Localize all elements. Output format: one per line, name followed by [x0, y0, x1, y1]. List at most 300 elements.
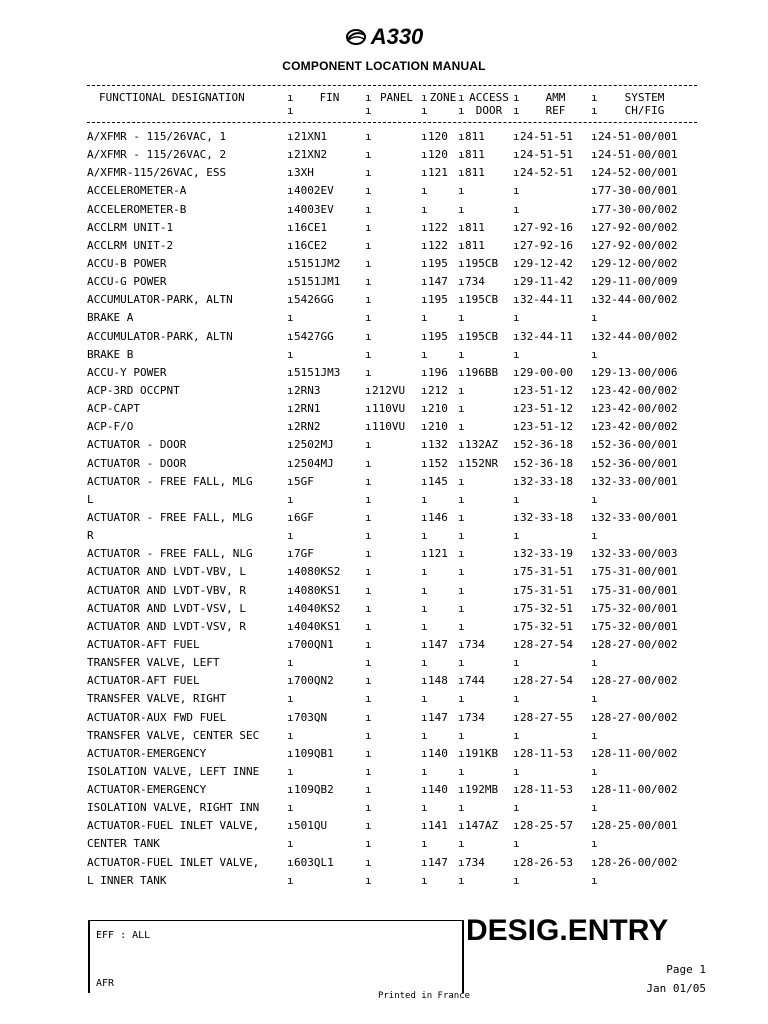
system-cell: ı 23-42-00/002: [591, 418, 691, 436]
zone-cell: [421, 763, 458, 781]
system-cell: [591, 690, 691, 708]
fin-cell: [287, 799, 365, 817]
access-door-cell: [458, 799, 513, 817]
table-row: [87, 255, 697, 273]
table-row: [87, 854, 697, 872]
system-cell: ı 23-42-00/002: [591, 400, 691, 418]
airbus-emblem-icon: [345, 28, 367, 46]
designation-cell: ACTUATOR AND LVDT-VSV, L: [87, 601, 246, 615]
table-row: [87, 201, 697, 219]
system-cell: [591, 654, 691, 672]
table-row: [87, 690, 697, 708]
col-zone: ı ZONE: [421, 91, 458, 104]
access-door-cell: ı 195CB: [458, 255, 513, 273]
designation-cell: ACTUATOR AND LVDT-VSV, R: [87, 619, 246, 633]
amm-ref-cell: ı 29-00-00: [513, 364, 591, 382]
amm-ref-cell: [513, 690, 591, 708]
fin-cell: [287, 763, 365, 781]
fin-cell: ı 5151JM1: [287, 273, 365, 291]
access-door-cell: [458, 309, 513, 327]
designation-cell: BRAKE A: [87, 311, 134, 325]
divider-top: [87, 85, 697, 86]
fin-cell: ı 4040KS2: [287, 600, 365, 618]
amm-ref-cell: ı 28-27-54: [513, 636, 591, 654]
fin-cell: ı 4040KS1: [287, 618, 365, 636]
zone-cell: ı 210: [421, 400, 458, 418]
designation-cell: ACTUATOR - FREE FALL, NLG: [87, 547, 253, 561]
table-row: [87, 219, 697, 237]
fin-cell: ı 2504MJ: [287, 455, 365, 473]
zone-cell: ı 121: [421, 164, 458, 182]
panel-cell: [365, 835, 421, 853]
table-row: [87, 527, 697, 545]
col-access-door: ı DOOR: [458, 104, 513, 117]
fin-cell: ı 5GF: [287, 473, 365, 491]
fin-cell: ı 3XH: [287, 164, 365, 182]
divider-header: [87, 122, 697, 123]
airbus-logo: [345, 24, 424, 50]
zone-cell: [421, 182, 458, 200]
amm-ref-cell: ı 28-11-53: [513, 781, 591, 799]
amm-ref-cell: [513, 835, 591, 853]
amm-ref-cell: [513, 201, 591, 219]
access-door-cell: [458, 382, 513, 400]
table-row: [87, 563, 697, 581]
designation-cell: ACP-F/O: [87, 420, 134, 434]
zone-cell: [421, 799, 458, 817]
table-row: [87, 455, 697, 473]
amm-ref-cell: ı 32-33-18: [513, 473, 591, 491]
amm-ref-cell: ı 24-51-51: [513, 128, 591, 146]
fin-cell: ı 4080KS2: [287, 563, 365, 581]
col-fin: ı FIN: [287, 91, 365, 104]
fin-cell: ı 5426GG: [287, 291, 365, 309]
designation-cell: ACCLRM UNIT-2: [87, 238, 174, 252]
amm-ref-cell: ı 23-51-12: [513, 418, 591, 436]
panel-cell: [365, 491, 421, 509]
fin-cell: ı 603QL1: [287, 854, 365, 872]
fin-cell: ı 703QN: [287, 709, 365, 727]
system-cell: [591, 309, 691, 327]
aircraft-model: A330: [370, 24, 424, 49]
amm-ref-cell: [513, 727, 591, 745]
fin-cell: [287, 654, 365, 672]
fin-cell: ı 5427GG: [287, 328, 365, 346]
zone-cell: [421, 727, 458, 745]
designation-cell: ACTUATOR AND LVDT-VBV, R: [87, 583, 246, 597]
system-cell: ı 29-11-00/009: [591, 273, 691, 291]
designation-cell: ACCU-G POWER: [87, 275, 167, 289]
zone-cell: ı 121: [421, 545, 458, 563]
zone-cell: [421, 835, 458, 853]
fin-cell: ı 7GF: [287, 545, 365, 563]
fin-cell: [287, 346, 365, 364]
col-system-ch-fig: ı CH/FIG: [591, 104, 691, 117]
designation-cell: ACCLRM UNIT-1: [87, 220, 174, 234]
designation-cell: TRANSFER VALVE, LEFT: [87, 656, 220, 670]
access-door-cell: [458, 763, 513, 781]
designation-cell: ACTUATOR - FREE FALL, MLG: [87, 474, 253, 488]
panel-cell: [365, 128, 421, 146]
fin-cell: ı 21XN2: [287, 146, 365, 164]
table-row: [87, 618, 697, 636]
table-row: [87, 745, 697, 763]
panel-cell: [365, 527, 421, 545]
amm-ref-cell: ı 32-44-11: [513, 291, 591, 309]
zone-cell: [421, 527, 458, 545]
system-cell: ı 28-11-00/002: [591, 781, 691, 799]
access-door-cell: [458, 418, 513, 436]
panel-cell: [365, 309, 421, 327]
designation-cell: BRAKE B: [87, 347, 134, 361]
panel-cell: [365, 854, 421, 872]
amm-ref-cell: ı 52-36-18: [513, 436, 591, 454]
system-cell: ı 28-27-00/002: [591, 636, 691, 654]
zone-cell: [421, 309, 458, 327]
fin-cell: ı 6GF: [287, 509, 365, 527]
access-door-cell: ı 132AZ: [458, 436, 513, 454]
system-cell: [591, 527, 691, 545]
table-row: [87, 364, 697, 382]
table-row: [87, 799, 697, 817]
amm-ref-cell: [513, 799, 591, 817]
panel-cell: [365, 455, 421, 473]
section-title: DESIG.ENTRY: [466, 914, 669, 947]
access-door-cell: [458, 545, 513, 563]
table-row: [87, 835, 697, 853]
table-row: [87, 654, 697, 672]
fin-cell: ı 109QB1: [287, 745, 365, 763]
system-cell: ı 52-36-00/001: [591, 455, 691, 473]
access-door-cell: ı 734: [458, 854, 513, 872]
amm-ref-cell: ı 23-51-12: [513, 382, 591, 400]
table-row: [87, 672, 697, 690]
system-cell: ı 27-92-00/002: [591, 237, 691, 255]
panel-cell: [365, 436, 421, 454]
zone-cell: ı 141: [421, 817, 458, 835]
amm-ref-cell: [513, 654, 591, 672]
amm-ref-cell: ı 28-26-53: [513, 854, 591, 872]
system-cell: ı 28-27-00/002: [591, 709, 691, 727]
system-cell: ı 75-32-00/001: [591, 618, 691, 636]
table-row: [87, 146, 697, 164]
zone-cell: ı 147: [421, 636, 458, 654]
zone-cell: ı 147: [421, 854, 458, 872]
panel-cell: [365, 201, 421, 219]
system-cell: ı 32-44-00/002: [591, 291, 691, 309]
system-cell: [591, 491, 691, 509]
fin-cell: ı 4080KS1: [287, 582, 365, 600]
designation-cell: ACCELEROMETER-A: [87, 184, 187, 198]
printed-notice: Printed in France: [377, 991, 471, 1001]
amm-ref-cell: ı 23-51-12: [513, 400, 591, 418]
panel-cell: [365, 219, 421, 237]
table-row: [87, 781, 697, 799]
amm-ref-cell: [513, 182, 591, 200]
amm-ref-cell: ı 32-33-18: [513, 509, 591, 527]
zone-cell: ı 140: [421, 781, 458, 799]
panel-cell: [365, 654, 421, 672]
zone-cell: ı 147: [421, 709, 458, 727]
panel-cell: [365, 328, 421, 346]
zone-cell: [421, 618, 458, 636]
designation-cell: ACTUATOR-AFT FUEL: [87, 637, 200, 651]
designation-cell: R: [87, 529, 94, 543]
zone-cell: [421, 201, 458, 219]
fin-cell: ı 2RN1: [287, 400, 365, 418]
fin-cell: ı 5151JM2: [287, 255, 365, 273]
designation-cell: ACTUATOR - FREE FALL, MLG: [87, 510, 253, 524]
fin-cell: ı 4002EV: [287, 182, 365, 200]
col-system: ı SYSTEM: [591, 91, 691, 104]
panel-cell: ı 212VU: [365, 382, 421, 400]
fin-cell: ı 2RN3: [287, 382, 365, 400]
access-door-cell: [458, 346, 513, 364]
system-cell: [591, 835, 691, 853]
operator-code: AFR: [96, 978, 115, 989]
panel-cell: [365, 364, 421, 382]
system-cell: ı 24-51-00/001: [591, 128, 691, 146]
fin-cell: ı 700QN2: [287, 672, 365, 690]
system-cell: [591, 727, 691, 745]
col-amm: ı AMM: [513, 91, 591, 104]
access-door-cell: ı 734: [458, 273, 513, 291]
designation-cell: ACTUATOR-AFT FUEL: [87, 674, 200, 688]
designation-cell: ACTUATOR AND LVDT-VBV, L: [87, 565, 246, 579]
system-cell: ı 75-32-00/001: [591, 600, 691, 618]
revision-date: Jan 01/05: [646, 982, 706, 995]
access-door-cell: ı 196BB: [458, 364, 513, 382]
panel-cell: [365, 872, 421, 890]
zone-cell: ı 210: [421, 418, 458, 436]
table-row: [87, 582, 697, 600]
table-row: [87, 418, 697, 436]
table-row: [87, 709, 697, 727]
access-door-cell: [458, 690, 513, 708]
designation-cell: ACCU-Y POWER: [87, 365, 167, 379]
zone-cell: [421, 491, 458, 509]
table-row: [87, 309, 697, 327]
fin-cell: ı 5151JM3: [287, 364, 365, 382]
fin-cell: ı 16CE2: [287, 237, 365, 255]
panel-cell: [365, 781, 421, 799]
zone-cell: ı 140: [421, 745, 458, 763]
access-door-cell: ı 192MB: [458, 781, 513, 799]
access-door-cell: ı 811: [458, 146, 513, 164]
fin-cell: ı 2RN2: [287, 418, 365, 436]
zone-cell: ı 132: [421, 436, 458, 454]
fin-cell: [287, 527, 365, 545]
col-functional-designation: FUNCTIONAL DESIGNATION: [99, 91, 245, 104]
zone-cell: ı 120: [421, 146, 458, 164]
designation-cell: ACCUMULATOR-PARK, ALTN: [87, 329, 233, 343]
table-body: [87, 128, 697, 890]
amm-ref-cell: ı 75-31-51: [513, 563, 591, 581]
amm-ref-cell: ı 32-44-11: [513, 328, 591, 346]
designation-cell: ISOLATION VALVE, RIGHT INN: [87, 801, 260, 815]
zone-cell: [421, 346, 458, 364]
designation-cell: A/XFMR - 115/26VAC, 1: [87, 130, 227, 143]
table-row: [87, 273, 697, 291]
access-door-cell: ı 195CB: [458, 291, 513, 309]
table-row: [87, 817, 697, 835]
manual-title: COMPONENT LOCATION MANUAL: [282, 59, 486, 73]
amm-ref-cell: ı 27-92-16: [513, 219, 591, 237]
system-cell: ı 28-25-00/001: [591, 817, 691, 835]
panel-cell: [365, 509, 421, 527]
amm-ref-cell: ı 75-32-51: [513, 600, 591, 618]
designation-cell: ACCU-B POWER: [87, 256, 167, 270]
zone-cell: [421, 582, 458, 600]
panel-cell: [365, 745, 421, 763]
system-cell: ı 77-30-00/001: [591, 182, 691, 200]
panel-cell: [365, 291, 421, 309]
table-row: [87, 328, 697, 346]
system-cell: ı 29-12-00/002: [591, 255, 691, 273]
system-cell: ı 28-11-00/002: [591, 745, 691, 763]
designation-cell: TRANSFER VALVE, CENTER SEC: [87, 728, 260, 742]
col-panel: ı PANEL: [365, 91, 421, 104]
panel-cell: [365, 817, 421, 835]
fin-cell: ı 16CE1: [287, 219, 365, 237]
zone-cell: ı 145: [421, 473, 458, 491]
zone-cell: ı 122: [421, 219, 458, 237]
zone-cell: ı 196: [421, 364, 458, 382]
table-row: [87, 237, 697, 255]
table-row: [87, 763, 697, 781]
table-row: [87, 128, 697, 146]
designation-cell: ACTUATOR-FUEL INLET VALVE,: [87, 819, 260, 833]
panel-cell: [365, 727, 421, 745]
zone-cell: ı 152: [421, 455, 458, 473]
amm-ref-cell: ı 28-27-54: [513, 672, 591, 690]
system-cell: ı 32-33-00/003: [591, 545, 691, 563]
designation-cell: ACTUATOR - DOOR: [87, 438, 187, 452]
access-door-cell: [458, 491, 513, 509]
system-cell: ı 32-33-00/001: [591, 509, 691, 527]
fin-cell: [287, 727, 365, 745]
panel-cell: [365, 182, 421, 200]
access-door-cell: ı 811: [458, 219, 513, 237]
panel-cell: [365, 636, 421, 654]
page-header: [0, 24, 768, 73]
zone-cell: [421, 872, 458, 890]
panel-cell: [365, 582, 421, 600]
panel-cell: [365, 164, 421, 182]
amm-ref-cell: ı 75-31-51: [513, 582, 591, 600]
access-door-cell: ı 195CB: [458, 328, 513, 346]
access-door-cell: [458, 400, 513, 418]
system-cell: ı 75-31-00/001: [591, 563, 691, 581]
access-door-cell: [458, 618, 513, 636]
amm-ref-cell: ı 52-36-18: [513, 455, 591, 473]
table-row: [87, 491, 697, 509]
access-door-cell: [458, 563, 513, 581]
zone-cell: ı 212: [421, 382, 458, 400]
amm-ref-cell: ı 75-32-51: [513, 618, 591, 636]
access-door-cell: [458, 600, 513, 618]
designation-cell: L: [87, 492, 94, 506]
amm-ref-cell: ı 28-25-57: [513, 817, 591, 835]
zone-cell: ı 195: [421, 328, 458, 346]
access-door-cell: ı 744: [458, 672, 513, 690]
table-row: [87, 600, 697, 618]
table-row: [87, 182, 697, 200]
access-door-cell: [458, 727, 513, 745]
table-row: [87, 291, 697, 309]
access-door-cell: [458, 182, 513, 200]
designation-cell: ISOLATION VALVE, LEFT INNE: [87, 764, 260, 778]
zone-cell: [421, 563, 458, 581]
designation-cell: ACCUMULATOR-PARK, ALTN: [87, 293, 233, 307]
panel-cell: [365, 618, 421, 636]
designation-cell: A/XFMR - 115/26VAC, 2: [87, 148, 227, 162]
panel-cell: [365, 690, 421, 708]
header-row-1: [87, 91, 697, 104]
table-row: [87, 545, 697, 563]
fin-cell: ı 4003EV: [287, 201, 365, 219]
component-table: [87, 80, 697, 890]
access-door-cell: [458, 835, 513, 853]
zone-cell: ı 122: [421, 237, 458, 255]
amm-ref-cell: ı 28-11-53: [513, 745, 591, 763]
page-number: Page 1: [666, 963, 706, 976]
panel-cell: [365, 600, 421, 618]
panel-cell: [365, 273, 421, 291]
designation-cell: ACCELEROMETER-B: [87, 202, 187, 216]
zone-cell: ı 195: [421, 291, 458, 309]
access-door-cell: ı 734: [458, 709, 513, 727]
system-cell: [591, 799, 691, 817]
panel-cell: [365, 763, 421, 781]
system-cell: ı 29-13-00/006: [591, 364, 691, 382]
panel-cell: [365, 545, 421, 563]
table-row: [87, 164, 697, 182]
amm-ref-cell: ı 29-11-42: [513, 273, 591, 291]
designation-cell: A/XFMR-115/26VAC, ESS: [87, 166, 227, 180]
col-access: ı ACCESS: [458, 91, 513, 104]
amm-ref-cell: [513, 763, 591, 781]
system-cell: ı 32-44-00/002: [591, 328, 691, 346]
fin-cell: [287, 690, 365, 708]
amm-ref-cell: ı 28-27-55: [513, 709, 591, 727]
amm-ref-cell: ı 29-12-42: [513, 255, 591, 273]
zone-cell: ı 148: [421, 672, 458, 690]
amm-ref-cell: [513, 346, 591, 364]
system-cell: ı 52-36-00/001: [591, 436, 691, 454]
system-cell: [591, 763, 691, 781]
amm-ref-cell: [513, 527, 591, 545]
table-row: [87, 382, 697, 400]
system-cell: ı 23-42-00/002: [591, 382, 691, 400]
zone-cell: ı 146: [421, 509, 458, 527]
system-cell: [591, 872, 691, 890]
panel-cell: [365, 672, 421, 690]
access-door-cell: ı 147AZ: [458, 817, 513, 835]
table-row: [87, 346, 697, 364]
panel-cell: ı 110VU: [365, 400, 421, 418]
fin-cell: [287, 309, 365, 327]
table-row: [87, 400, 697, 418]
table-row: [87, 636, 697, 654]
access-door-cell: [458, 582, 513, 600]
fin-cell: ı 109QB2: [287, 781, 365, 799]
zone-cell: [421, 600, 458, 618]
fin-cell: [287, 872, 365, 890]
designation-cell: CENTER TANK: [87, 837, 160, 851]
designation-cell: ACTUATOR-EMERGENCY: [87, 783, 207, 797]
amm-ref-cell: ı 24-51-51: [513, 146, 591, 164]
